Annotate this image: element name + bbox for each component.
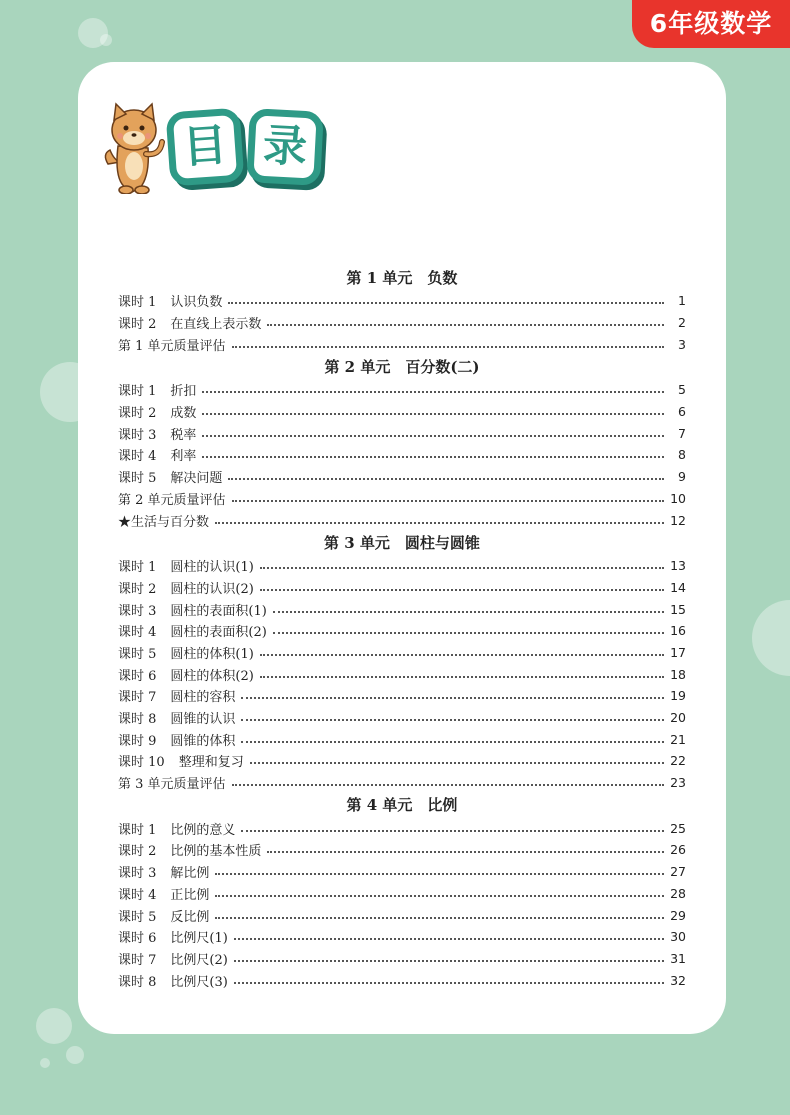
entry-lesson-label: 课时 2 xyxy=(118,844,157,860)
entry-title: 圆柱的表面积(2) xyxy=(170,625,267,641)
entry-lesson-label: 课时 3 xyxy=(118,427,157,443)
entry-title: 圆锥的体积 xyxy=(170,733,236,749)
dot-leader xyxy=(260,653,664,656)
entry-label-group xyxy=(118,511,209,530)
entry-title: 成数 xyxy=(170,406,197,422)
entry-title: 圆柱的认识(1) xyxy=(170,560,254,576)
entry-label-group xyxy=(118,773,226,792)
entry-page-number: 17 xyxy=(670,644,686,660)
entry-title: 比例的基本性质 xyxy=(170,844,262,860)
decor-bubble xyxy=(66,1046,84,1064)
entry-label-group xyxy=(118,489,226,508)
toc-entry[interactable] xyxy=(118,685,686,707)
toc-entry[interactable] xyxy=(118,642,686,664)
entry-page-number: 30 xyxy=(670,929,686,945)
dot-leader xyxy=(260,566,664,569)
toc-entry[interactable] xyxy=(118,488,686,510)
dot-leader xyxy=(215,894,664,897)
entry-title: 认识负数 xyxy=(170,295,223,311)
dot-leader xyxy=(215,521,664,524)
entry-page-number: 29 xyxy=(670,907,686,923)
entry-page-number: 14 xyxy=(670,579,686,595)
decor-bubble xyxy=(36,1008,72,1044)
toc-entry[interactable] xyxy=(118,422,686,444)
entry-label-group xyxy=(118,686,235,705)
entry-lesson-label: 课时 5 xyxy=(118,646,157,662)
toc-entry[interactable] xyxy=(118,707,686,729)
toc-entry[interactable] xyxy=(118,817,686,839)
dot-leader xyxy=(273,610,664,613)
entry-lesson-label: 课时 1 xyxy=(118,822,157,838)
entry-page-number: 2 xyxy=(678,315,686,331)
entry-label-group xyxy=(118,927,228,946)
entry-title: 利率 xyxy=(170,449,197,465)
dot-leader xyxy=(241,718,664,721)
entry-lesson-label: 课时 2 xyxy=(118,406,157,422)
entry-page-number: 12 xyxy=(670,512,686,528)
entry-title: 折扣 xyxy=(170,384,197,400)
toc-entry[interactable] xyxy=(118,948,686,970)
section-title: 第 2 单元 百分数(二) xyxy=(324,358,480,377)
entry-label-group xyxy=(118,840,261,859)
dot-leader xyxy=(267,850,664,853)
dot-leader xyxy=(232,345,664,348)
toc-entry[interactable] xyxy=(118,969,686,991)
entry-lesson-label: 第 1 单元质量评估 xyxy=(118,338,226,354)
dot-leader xyxy=(241,829,664,832)
entry-label-group xyxy=(118,949,228,968)
entry-page-number: 5 xyxy=(678,382,686,398)
entry-page-number: 32 xyxy=(670,972,686,988)
entry-page-number: 8 xyxy=(678,447,686,463)
entry-lesson-label: 课时 5 xyxy=(118,909,157,925)
dot-leader xyxy=(267,323,664,326)
entry-label-group xyxy=(118,708,235,727)
entry-title: 解决问题 xyxy=(170,471,223,487)
entry-label-group xyxy=(118,424,196,443)
entry-lesson-label: 课时 1 xyxy=(118,560,157,576)
entry-label-group xyxy=(118,467,222,486)
entry-label-group xyxy=(118,380,196,399)
entry-label-group xyxy=(118,862,209,881)
entry-page-number: 16 xyxy=(670,623,686,639)
dot-leader xyxy=(202,434,664,437)
dot-leader xyxy=(228,301,664,304)
dot-leader xyxy=(215,916,664,919)
entry-label-group xyxy=(118,971,228,990)
toc-entry[interactable] xyxy=(118,333,686,355)
table-of-contents xyxy=(118,266,686,991)
entry-page-number: 10 xyxy=(670,490,686,506)
toc-entry[interactable] xyxy=(118,663,686,685)
entry-page-number: 15 xyxy=(670,601,686,617)
entry-page-number: 26 xyxy=(670,842,686,858)
entry-title: 正比例 xyxy=(170,887,210,903)
entry-title: 解比例 xyxy=(170,866,210,882)
entry-label-group xyxy=(118,643,254,662)
entry-lesson-label: 课时 1 xyxy=(118,295,157,311)
entry-title: 整理和复习 xyxy=(178,755,244,771)
dot-leader xyxy=(241,696,664,699)
dot-leader xyxy=(202,390,664,393)
entry-lesson-label: 第 2 单元质量评估 xyxy=(118,492,226,508)
entry-label-group xyxy=(118,884,209,903)
entry-label-group xyxy=(118,730,235,749)
toc-entry[interactable] xyxy=(118,926,686,948)
entry-lesson-label: 课时 6 xyxy=(118,931,157,947)
toc-entry[interactable] xyxy=(118,839,686,861)
dot-leader xyxy=(273,631,664,634)
decor-bubble xyxy=(40,1058,50,1068)
entry-page-number: 7 xyxy=(678,425,686,441)
dot-leader xyxy=(260,588,664,591)
toc-entry[interactable] xyxy=(118,555,686,577)
entry-label-group xyxy=(118,335,226,354)
entry-lesson-label: 课时 2 xyxy=(118,317,157,333)
entry-label-group xyxy=(118,556,254,575)
toc-entry[interactable] xyxy=(118,883,686,905)
entry-page-number: 6 xyxy=(678,404,686,420)
entry-page-number: 9 xyxy=(678,469,686,485)
toc-entry[interactable] xyxy=(118,772,686,794)
toc-entry[interactable] xyxy=(118,577,686,599)
dot-leader xyxy=(241,740,664,743)
entry-page-number: 28 xyxy=(670,885,686,901)
toc-entry[interactable] xyxy=(118,750,686,772)
entry-lesson-label: ★生活与百分数 xyxy=(118,514,210,530)
entry-page-number: 22 xyxy=(670,753,686,769)
decor-bubble xyxy=(752,600,790,676)
entry-page-number: 19 xyxy=(670,688,686,704)
entry-page-number: 31 xyxy=(670,950,686,966)
entry-lesson-label: 课时 6 xyxy=(118,668,157,684)
entry-lesson-label: 课时 2 xyxy=(118,581,157,597)
entry-label-group xyxy=(118,291,222,310)
entry-page-number: 3 xyxy=(678,336,686,352)
section-title: 第 3 单元 圆柱与圆锥 xyxy=(324,533,480,552)
entry-lesson-label: 课时 3 xyxy=(118,866,157,882)
entry-lesson-label: 课时 4 xyxy=(118,449,157,465)
entry-label-group xyxy=(118,445,196,464)
dot-leader xyxy=(234,959,664,962)
dot-leader xyxy=(228,477,664,480)
entry-lesson-label: 课时 8 xyxy=(118,712,157,728)
dot-leader xyxy=(234,981,664,984)
entry-title: 圆柱的体积(2) xyxy=(170,668,254,684)
entry-label-group xyxy=(118,665,254,684)
entry-label-group xyxy=(118,906,209,925)
decor-bubble xyxy=(100,34,112,46)
entry-label-group xyxy=(118,313,261,332)
toc-entry[interactable] xyxy=(118,401,686,423)
dot-leader xyxy=(232,783,664,786)
dot-leader xyxy=(234,937,664,940)
grade-tag: 6年级数学 xyxy=(632,0,790,48)
toc-entry[interactable] xyxy=(118,444,686,466)
entry-title: 比例尺(3) xyxy=(170,974,228,990)
section-title: 第 1 单元 负数 xyxy=(346,269,458,287)
entry-lesson-label: 课时 1 xyxy=(118,384,157,400)
toc-entry[interactable] xyxy=(118,598,686,620)
entry-lesson-label: 课时 10 xyxy=(118,755,165,771)
entry-lesson-label: 课时 5 xyxy=(118,471,157,487)
entry-title: 圆柱的体积(1) xyxy=(170,646,254,662)
entry-title: 在直线上表示数 xyxy=(170,317,262,333)
toc-entry[interactable] xyxy=(118,620,686,642)
entry-lesson-label: 课时 7 xyxy=(118,952,157,968)
dot-leader xyxy=(260,675,664,678)
title-char-box: 目 xyxy=(166,108,245,187)
toc-entry[interactable] xyxy=(118,861,686,883)
toc-entry[interactable] xyxy=(118,466,686,488)
toc-entry[interactable] xyxy=(118,728,686,750)
entry-label-group xyxy=(118,600,267,619)
entry-title: 圆柱的容积 xyxy=(170,690,236,706)
entry-page-number: 21 xyxy=(670,731,686,747)
entry-page-number: 27 xyxy=(670,864,686,880)
toc-entry[interactable] xyxy=(118,312,686,334)
entry-title: 圆锥的认识 xyxy=(170,712,236,728)
entry-label-group xyxy=(118,621,267,640)
entry-lesson-label: 课时 3 xyxy=(118,603,157,619)
entry-page-number: 25 xyxy=(670,820,686,836)
entry-lesson-label: 课时 4 xyxy=(118,625,157,641)
entry-lesson-label: 课时 8 xyxy=(118,974,157,990)
entry-page-number: 18 xyxy=(670,666,686,682)
entry-title: 比例尺(2) xyxy=(170,952,228,968)
dot-leader xyxy=(215,872,664,875)
entry-page-number: 20 xyxy=(670,710,686,726)
entry-title: 比例的意义 xyxy=(170,822,236,838)
dot-leader xyxy=(232,499,664,502)
dot-leader xyxy=(202,455,664,458)
entry-label-group xyxy=(118,819,235,838)
section-title: 第 4 单元 比例 xyxy=(346,796,458,815)
entry-label-group xyxy=(118,402,196,421)
dot-leader xyxy=(202,412,664,415)
entry-title: 圆柱的认识(2) xyxy=(170,581,254,597)
entry-lesson-label: 课时 7 xyxy=(118,690,157,706)
entry-page-number: 23 xyxy=(670,775,686,791)
entry-title: 反比例 xyxy=(170,909,210,925)
entry-lesson-label: 第 3 单元质量评估 xyxy=(118,777,226,793)
entry-page-number: 1 xyxy=(678,293,686,309)
entry-title: 税率 xyxy=(170,427,197,443)
entry-page-number: 13 xyxy=(670,558,686,574)
entry-lesson-label: 课时 4 xyxy=(118,887,157,903)
entry-label-group xyxy=(118,578,254,597)
entry-title: 圆柱的表面积(1) xyxy=(170,603,267,619)
cat-mascot-icon xyxy=(104,102,166,194)
toc-entry[interactable] xyxy=(118,904,686,926)
entry-title: 比例尺(1) xyxy=(170,931,228,947)
toc-entry[interactable] xyxy=(118,290,686,312)
entry-lesson-label: 课时 9 xyxy=(118,733,157,749)
title-char-box: 录 xyxy=(246,108,324,186)
toc-entry[interactable] xyxy=(118,509,686,531)
entry-label-group xyxy=(118,751,244,770)
dot-leader xyxy=(250,761,664,764)
toc-entry[interactable] xyxy=(118,379,686,401)
